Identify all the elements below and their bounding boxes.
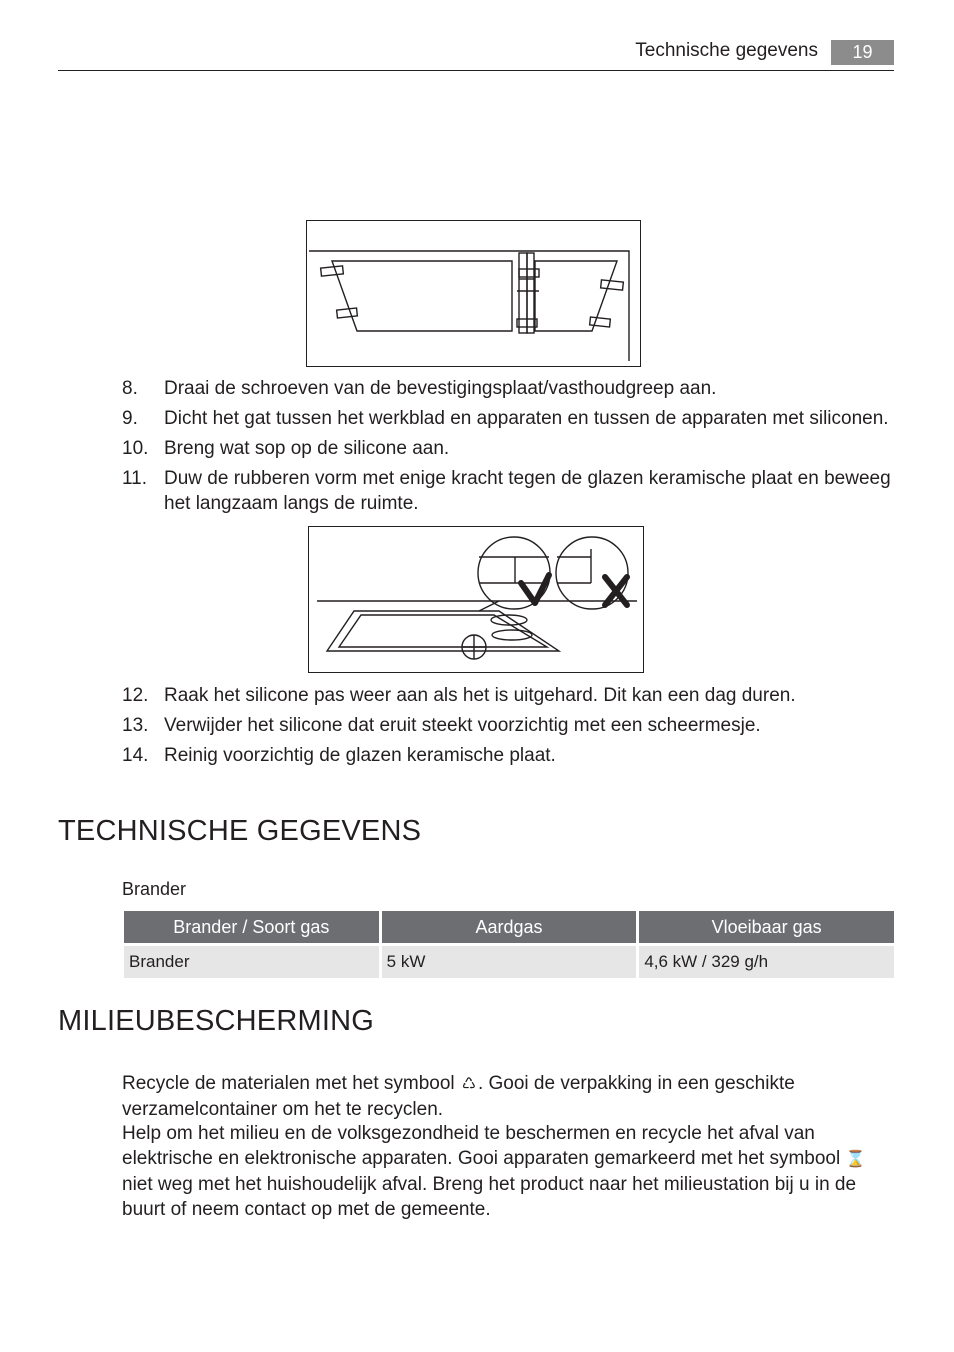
finishing-steps-list — [0, 683, 954, 773]
list-item — [0, 713, 954, 738]
header-rule — [58, 70, 894, 71]
table-cell: Brander — [124, 943, 379, 978]
step-text: Duw de rubberen vorm met enige kracht tegen de glazen keramische plaat en beweeg het langzaam langs de ruimte. — [164, 468, 891, 514]
section-heading-technische-gegevens: TECHNISCHE GEGEVENS — [58, 815, 422, 847]
step-text: Verwijder het silicone dat eruit steekt voorzichtig met een scheermesje. — [164, 715, 761, 736]
hob-installation-diagram — [307, 221, 642, 368]
table-caption: Brander — [122, 879, 187, 899]
step-text: Raak het silicone pas weer aan als het is uitgehard. Dit kan een dag duren. — [164, 685, 796, 706]
recycle-paragraph — [122, 1071, 894, 1122]
list-item — [0, 466, 954, 516]
step-number: 13. — [122, 715, 149, 736]
list-item — [0, 683, 954, 708]
column-header: Aardgas — [382, 911, 637, 943]
column-header: Vloeibaar gas — [639, 911, 894, 943]
step-number: 8. — [122, 378, 138, 399]
list-item — [0, 406, 954, 431]
step-number: 12. — [122, 685, 149, 706]
list-item — [0, 376, 954, 401]
recycle-symbol-icon: ♺ — [461, 1076, 477, 1093]
step-number: 10. — [122, 438, 149, 459]
paragraph-text: Recycle de materialen met het symbool — [122, 1073, 460, 1094]
table-row — [124, 943, 894, 978]
table-header-row — [124, 911, 894, 943]
running-header-title: Technische gegevens — [635, 40, 818, 61]
table-cell: 4,6 kW / 329 g/h — [639, 943, 894, 978]
paragraph-text: niet weg met het huishoudelijk afval. Breng het product naar het milieustation bij u in de buurt of neem contact op met de gemeente. — [122, 1174, 857, 1220]
section-heading-milieubescherming: MILIEUBESCHERMING — [58, 1005, 374, 1037]
table-cell: 5 kW — [382, 943, 637, 978]
list-item — [0, 436, 954, 461]
step-text: Dicht het gat tussen het werkblad en apparaten en tussen de apparaten met siliconen. — [164, 408, 889, 429]
step-text: Draai de schroeven van de bevestigingsplaat/vasthoudgreep aan. — [164, 378, 717, 399]
page-number-badge: 19 — [831, 40, 894, 65]
paragraph-text: Help om het milieu en de volksgezondheid te beschermen en recycle het afval van elektrische en elektronische apparaten. Gooi apparaten gemarkeerd met het symbool — [122, 1123, 846, 1169]
step-number: 14. — [122, 745, 149, 766]
silicone-seal-diagram — [309, 527, 645, 674]
weee-bin-icon: ⌛ — [845, 1151, 866, 1168]
installation-steps-list — [0, 376, 954, 521]
weee-paragraph — [122, 1121, 894, 1222]
paragraph-text: . Gooi de verpakking in een geschikte verzamelcontainer om het te recyclen. — [122, 1073, 795, 1120]
check-mark-icon — [521, 575, 549, 603]
step-text: Reinig voorzichtig de glazen keramische plaat. — [164, 745, 556, 766]
hob-installation-figure — [306, 220, 641, 367]
list-item — [0, 743, 954, 768]
step-text: Breng wat sop op de silicone aan. — [164, 438, 450, 459]
step-number: 9. — [122, 408, 138, 429]
silicone-seal-figure — [308, 526, 644, 673]
column-header: Brander / Soort gas — [124, 911, 379, 943]
burner-spec-table — [121, 911, 897, 978]
step-number: 11. — [122, 468, 148, 489]
